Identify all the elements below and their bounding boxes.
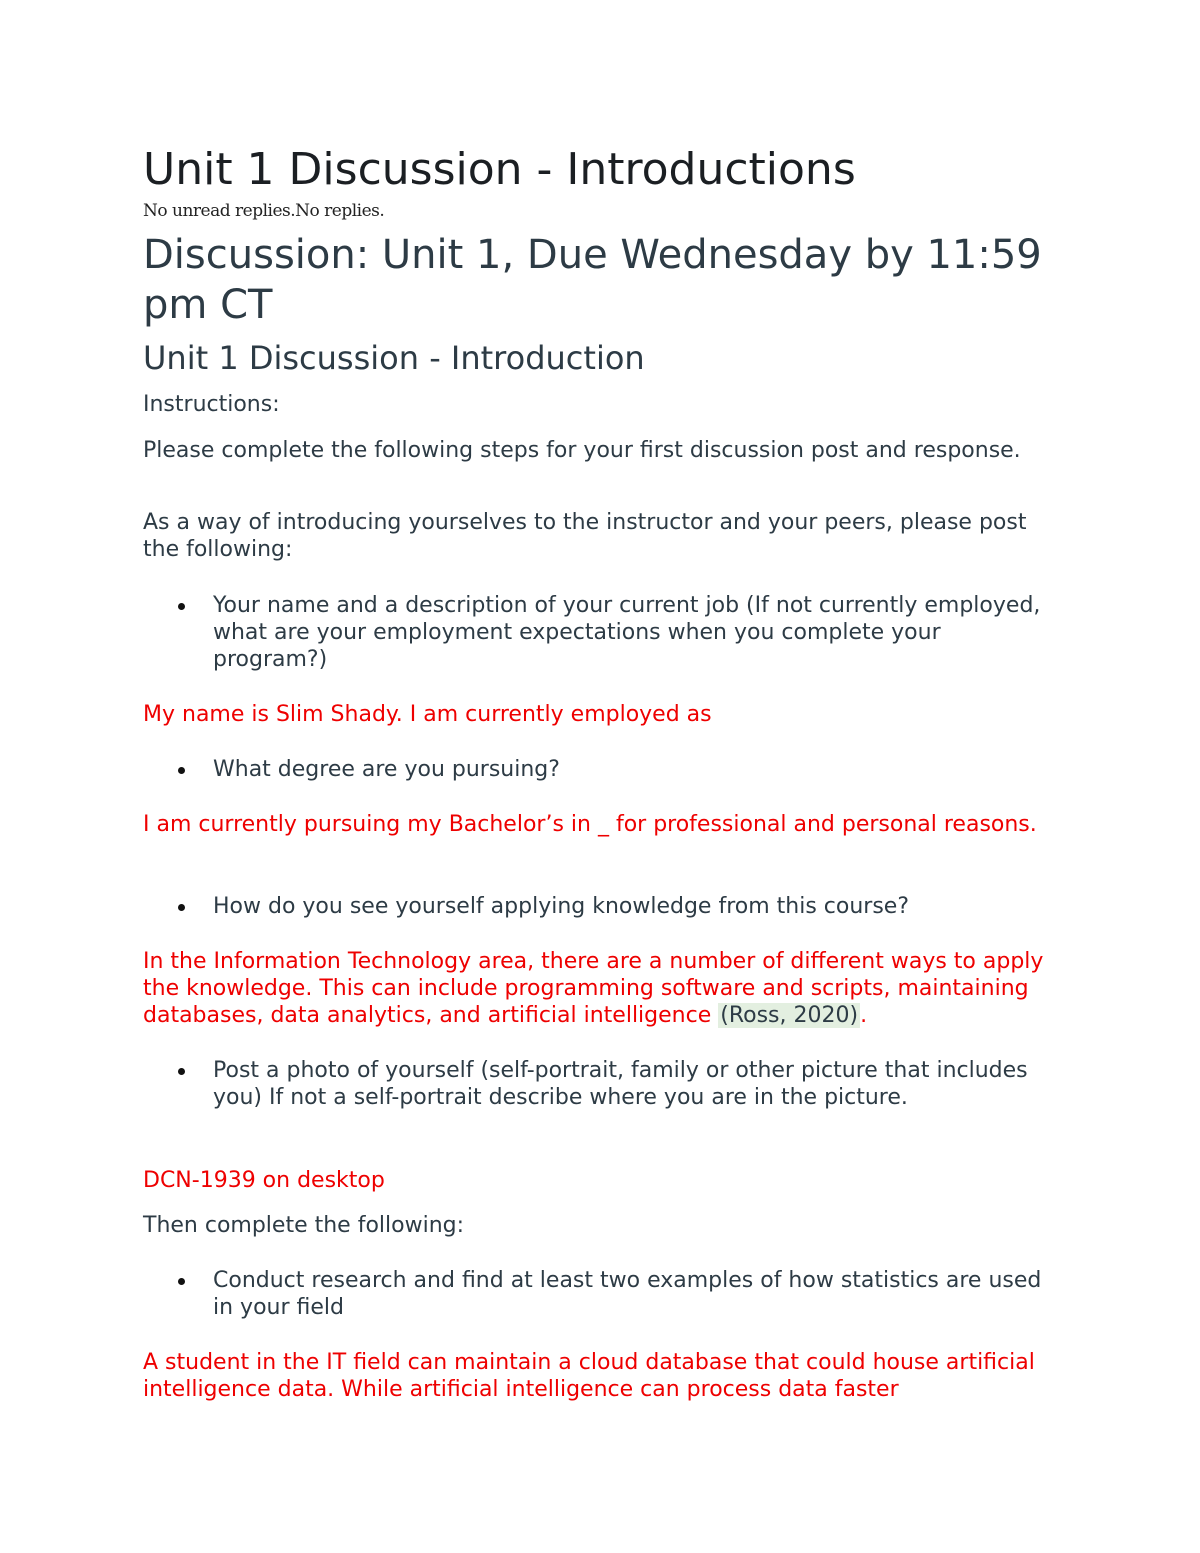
answer-text: In the Information Technology area, there are a number of different ways to apply the knowledge. This can include programming software and scripts, maintaining databases, data analytics, and artificial intelligence bbox=[143, 949, 1044, 1028]
intro-paragraph-2: As a way of introducing yourselves to the instructor and your peers, please post the following: bbox=[143, 510, 1027, 562]
page-title: Unit 1 Discussion - Introductions bbox=[143, 144, 856, 195]
bullet-icon bbox=[178, 767, 185, 774]
instructions-label: Instructions: bbox=[143, 392, 280, 417]
discussion-heading: Discussion: Unit 1, Due Wednesday by 11:59 pm CT bbox=[143, 232, 1042, 328]
bullet-icon bbox=[178, 904, 185, 911]
bullet-icon bbox=[178, 1278, 185, 1285]
answer-text: DCN-1939 on desktop bbox=[143, 1168, 385, 1193]
list-item bbox=[213, 1267, 1043, 1321]
intro-paragraph-1: Please complete the following steps for your first discussion post and response. bbox=[143, 438, 1021, 463]
citation: (Ross, 2020) bbox=[720, 1003, 859, 1028]
bullet-text: How do you see yourself applying knowledge from this course? bbox=[213, 894, 910, 919]
bullet-text: What degree are you pursuing? bbox=[213, 757, 560, 782]
reply-status: No unread replies.No replies. bbox=[143, 201, 385, 221]
sub-heading: Unit 1 Discussion - Introduction bbox=[143, 339, 645, 377]
list-item bbox=[213, 893, 1043, 920]
list-item bbox=[213, 756, 1043, 783]
list-item bbox=[213, 1057, 1043, 1111]
answer-text: My name is Slim Shady. I am currently employed as bbox=[143, 702, 712, 727]
answer-end: . bbox=[860, 1003, 868, 1028]
bullet-icon bbox=[178, 1068, 185, 1075]
answer-text: I am currently pursuing my Bachelor’s in _ for professional and personal reasons. bbox=[143, 812, 1037, 837]
then-paragraph: Then complete the following: bbox=[143, 1213, 465, 1238]
bullet-text: Post a photo of yourself (self-portrait, family or other picture that includes you) If not a self-portrait describe where you are in the picture. bbox=[213, 1058, 1028, 1110]
bullet-text: Conduct research and find at least two examples of how statistics are used in your field bbox=[213, 1268, 1042, 1320]
answer-text: A student in the IT field can maintain a cloud database that could house artificial intelligence data. While artificial intelligence can process data faster bbox=[143, 1350, 1035, 1402]
bullet-icon bbox=[178, 603, 185, 610]
list-item bbox=[213, 592, 1043, 673]
bullet-text: Your name and a description of your current job (If not currently employed, what are your employment expectations when you complete your program?) bbox=[213, 593, 1041, 672]
answer-paragraph bbox=[143, 948, 1053, 1029]
